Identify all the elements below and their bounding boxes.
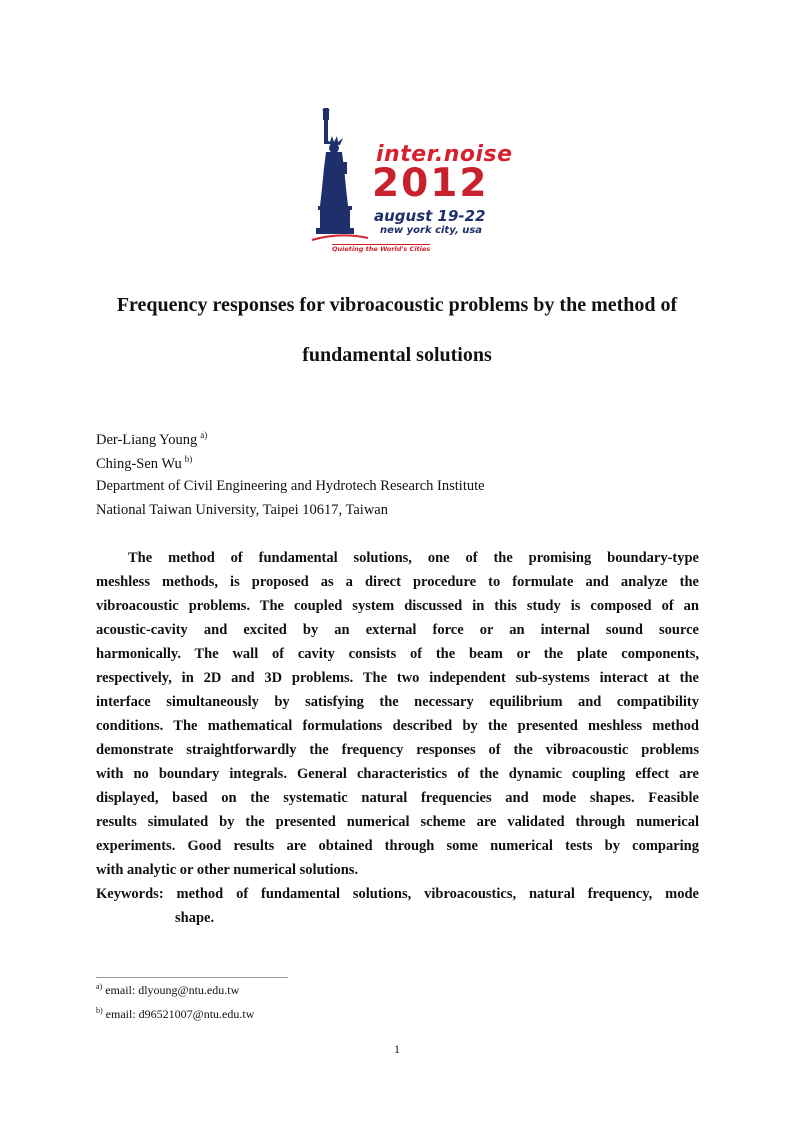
- author-name: Der-Liang Young: [96, 432, 198, 448]
- abstract-line: acoustic-cavity and excited by an external force or an internal sound source: [96, 622, 699, 638]
- footnote-mark: b): [96, 1006, 103, 1015]
- logo-title: inter.noise: [376, 142, 513, 167]
- abstract-line: respectively, in 2D and 3D problems. The two independent sub-systems interact at the: [96, 670, 699, 686]
- paper-title-line-2: fundamental solutions: [302, 344, 492, 366]
- conference-logo: [310, 108, 513, 254]
- author-1: [96, 431, 207, 448]
- footnote-divider: [96, 977, 288, 978]
- paper-title-line-1: Frequency responses for vibroacoustic problems by the method of: [116, 294, 678, 316]
- author-2: [96, 455, 192, 472]
- keywords-line: Keywords: method of fundamental solutions, vibroacoustics, natural frequency, mode: [96, 886, 699, 902]
- abstract-line: harmonically. The wall of cavity consists of the beam or the plate components,: [96, 646, 699, 662]
- abstract-line: conditions. The mathematical formulations described by the presented meshless method: [96, 718, 699, 734]
- affiliation-line-1: Department of Civil Engineering and Hydrotech Research Institute: [96, 478, 485, 494]
- page-number: 1: [394, 1042, 400, 1056]
- abstract-line: meshless methods, is proposed as a direct procedure to formulate and analyze the: [96, 574, 699, 590]
- abstract-line: with no boundary integrals. General characteristics of the dynamic coupling effect are: [96, 766, 699, 782]
- keywords-line: shape.: [175, 910, 215, 926]
- abstract-line: experiments. Good results are obtained through some numerical tests by comparing: [96, 838, 699, 854]
- logo-city: new york city, usa: [380, 225, 483, 236]
- footnote-mark: a): [96, 982, 103, 991]
- footnote-email: email: d96521007@ntu.edu.tw: [105, 1007, 255, 1021]
- footnote-email: email: dlyoung@ntu.edu.tw: [105, 983, 240, 997]
- footnote-1: [96, 983, 239, 996]
- footnote-2: [96, 1007, 254, 1020]
- keywords: [96, 882, 699, 930]
- statue-of-liberty-icon: [310, 108, 370, 248]
- abstract: [96, 546, 699, 882]
- abstract-line: with analytic or other numerical solutions.: [96, 862, 359, 878]
- abstract-line: vibroacoustic problems. The coupled system discussed in this study is composed of an: [96, 598, 699, 614]
- author-mark: a): [200, 430, 208, 440]
- logo-dates: august 19-22: [374, 207, 486, 225]
- author-name: Ching-Sen Wu: [96, 456, 182, 472]
- logo-tagline: Quieting the World's Cities: [332, 245, 431, 253]
- affiliation-line-2: National Taiwan University, Taipei 10617, Taiwan: [96, 502, 388, 518]
- abstract-line: The method of fundamental solutions, one of the promising boundary-type: [128, 550, 699, 566]
- abstract-line: demonstrate straightforwardly the frequency responses of the vibroacoustic problems: [96, 742, 699, 758]
- logo-year: 2012: [372, 161, 489, 206]
- author-mark: b): [184, 454, 193, 464]
- abstract-line: interface simultaneously by satisfying the necessary equilibrium and compatibility: [96, 694, 699, 710]
- abstract-line: displayed, based on the systematic natural frequencies and mode shapes. Feasible: [96, 790, 699, 806]
- abstract-line: results simulated by the presented numerical scheme are validated through numerical: [96, 814, 699, 830]
